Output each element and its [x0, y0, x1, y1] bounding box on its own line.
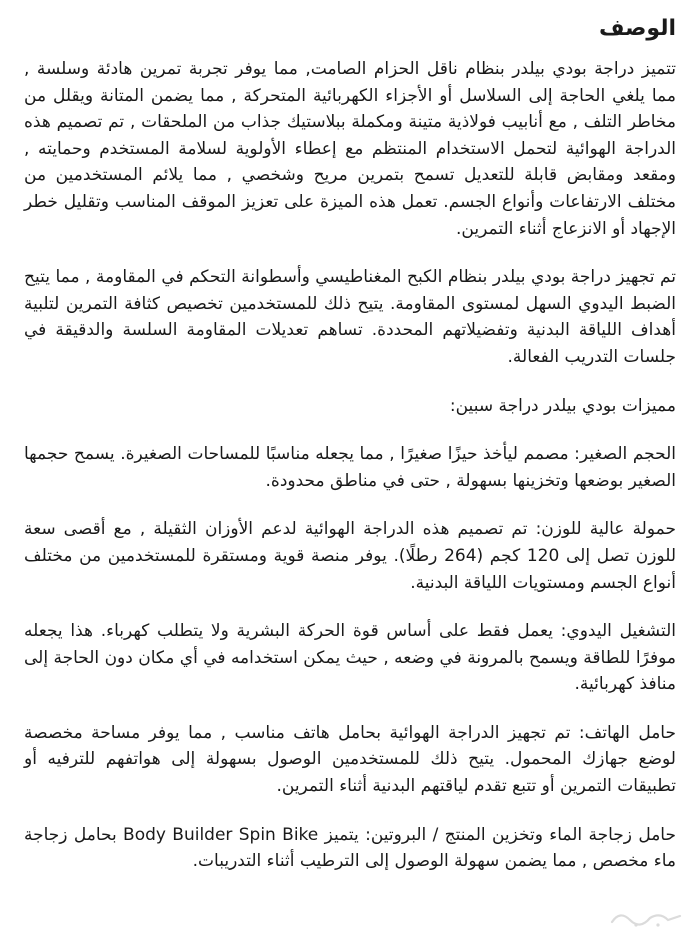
page-title: الوصف [598, 16, 676, 41]
paragraph-compact-size: الحجم الصغير: مصمم ليأخذ حيزًا صغيرًا , مما يجعله مناسبًا للمساحات الصغيرة. يسمح حجمها الصغير بوضعها وتخزينها بسهولة , حتى في مناطق محدودة. [24, 444, 676, 491]
paragraph-phone-holder: حامل الهاتف: تم تجهيز الدراجة الهوائية بحامل هاتف مناسب , مما يوفر مساحة مخصصة لوضع جهازك المحمول. يتيح ذلك للمستخدمين الوصول بسهولة إلى هواتفهم للترفيه أو تطبيقات التمرين أو تتبع تقدم لياقتهم البدنية أثناء التمرين. [24, 722, 676, 797]
features-heading: مميزات بودي بيلدر دراجة سبين: [449, 395, 676, 416]
paragraph-weight-capacity: حمولة عالية للوزن: تم تصميم هذه الدراجة الهوائية لدعم الأوزان الثقيلة , مع أقصى سعة للوزن تصل إلى 120 كجم (264 رطلًا). يوفر منصة قوية ومستقرة للمستخدمين من مختلف أنواع الجسم ومستويات اللياقة البدنية. [24, 519, 676, 593]
paragraph-manual-operation: التشغيل اليدوي: يعمل فقط على أساس قوة الحركة البشرية ولا يتطلب كهرباء. هذا يجعله موفرًا للطاقة ويسمح بالمرونة في وضعه , حيث يمكن استخدامه في أي مكان دون الحاجة إلى منافذ كهربائية. [24, 621, 676, 695]
haraj-logo-icon [606, 906, 686, 930]
paragraph-belt-drive: تتميز دراجة بودي بيلدر بنظام ناقل الحزام الصامت, مما يوفر تجربة تمرين هادئة وسلسة , مما يلغي الحاجة إلى السلاسل أو الأجزاء الكهربائية المتحركة , مما يضمن المتانة ويقلل من مخاطر التلف , مع أنابيب فولاذية متينة ومكملة ببلاستيك جذاب من الملحقات , تم تصميم هذه الدراجة الهوائية لتحمل الاستخدام المنتظم مع إعطاء الأولوية لسلامة المستخدم وحمايته , ومقعد ومقابض قابلة للتعديل تسمح بتمرين مريح وشخصي , مما يلائم المستخدمين من مختلف الارتفاعات وأنواع الجسم. تعمل هذه الميزة على تعزيز الموقف المناسب وتقليل خطر الإجهاد أو الانزعاج أثناء التمرين. [24, 59, 676, 239]
paragraph-magnetic-resistance: تم تجهيز دراجة بودي بيلدر بنظام الكبح المغناطيسي وأسطوانة التحكم في المقاومة , مما يتيح الضبط اليدوي السهل لمستوى المقاومة. يتيح ذلك للمستخدمين تخصيص كثافة التمرين لتلبية أهداف اللياقة البدنية وتفضيلاتهم المحددة. تساهم تعديلات المقاومة السلسة والدقيقة في جلسات التدريب الفعالة. [24, 267, 676, 367]
paragraph-bottle-holder: حامل زجاجة الماء وتخزين المنتج / البروتين: يتميز Body Builder Spin Bike بحامل زجاجة ماء مخصص , مما يضمن سهولة الوصول إلى الترطيب أثناء التدريبات. [24, 824, 676, 872]
